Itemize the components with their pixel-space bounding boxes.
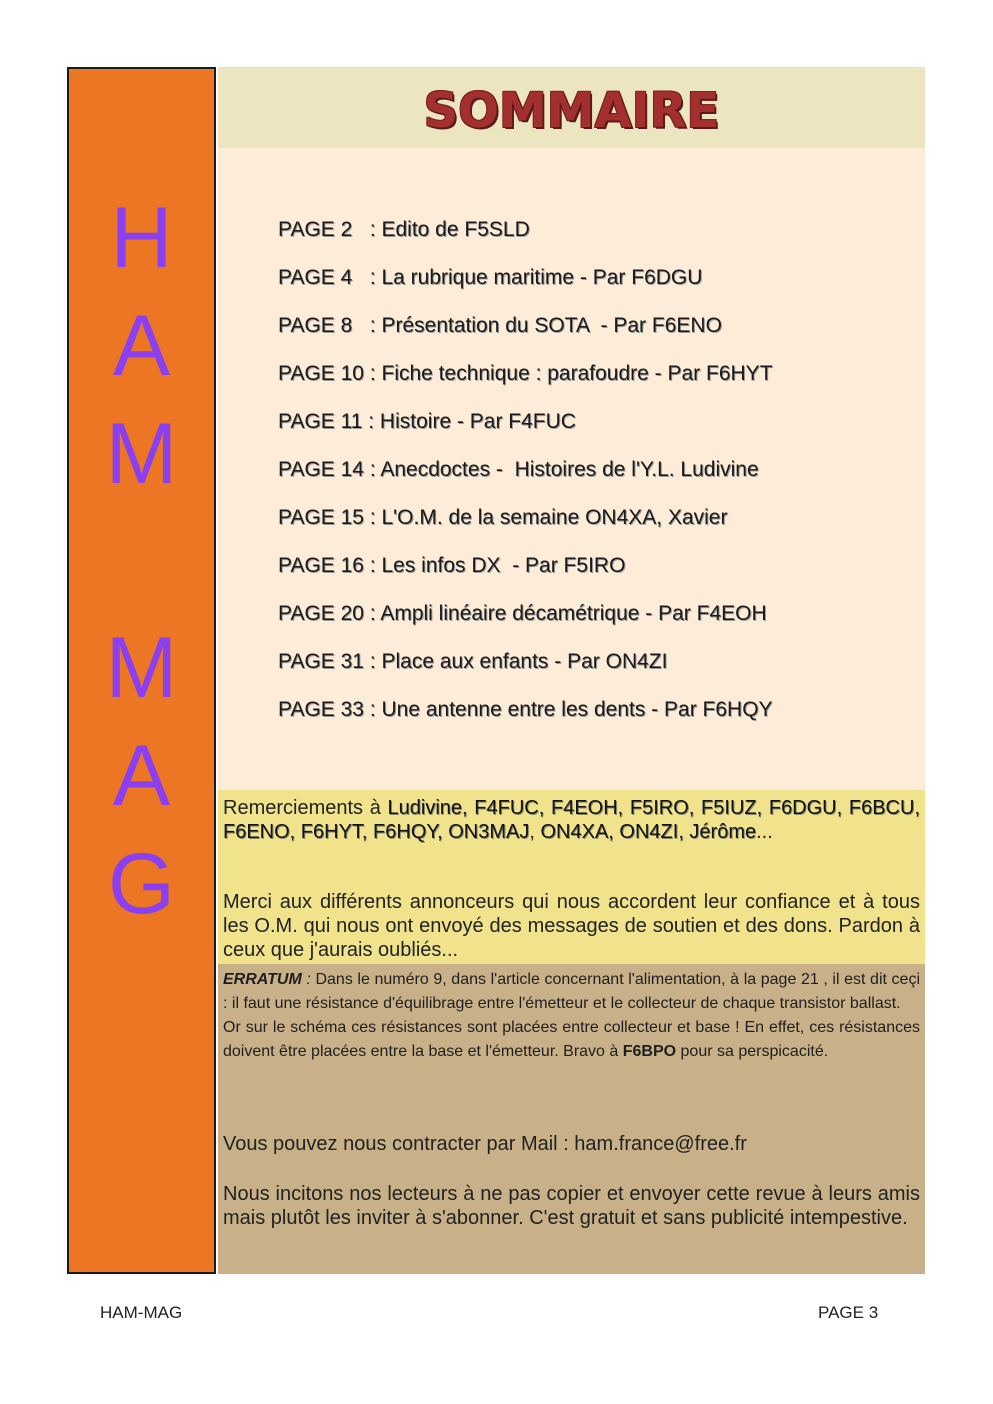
copy-notice: Nous incitons nos lecteurs à ne pas copier et envoyer cette revue à leurs amis mais plutôt les inviter à s'abonner. C'est gratuit et sans publicité intempestive. — [223, 1183, 920, 1229]
toc-entry[interactable]: PAGE 8 : Présentation du SOTA - Par F6ENO — [278, 314, 722, 337]
title-band — [218, 67, 925, 148]
toc-entry[interactable]: PAGE 20 : Ampli linéaire décamétrique - Par F4EOH — [278, 602, 767, 625]
erratum-label: ERRATUM — [223, 971, 302, 988]
toc-entry[interactable]: PAGE 11 : Histoire - Par F4FUC — [278, 410, 576, 433]
acknowledgements-paragraph — [223, 796, 920, 844]
toc-entry[interactable]: PAGE 14 : Anecdoctes - Histoires de l'Y.L. Ludivine — [278, 458, 759, 481]
thanks-ellipsis: ... — [756, 821, 773, 843]
toc-entry[interactable]: PAGE 31 : Place aux enfants - Par ON4ZI — [278, 650, 668, 673]
toc-entry[interactable]: PAGE 15 : L'O.M. de la semaine ON4XA, Xavier — [278, 506, 728, 529]
contact-line: Vous pouvez nous contracter par Mail : ham.france@free.fr — [223, 1133, 747, 1155]
thanks-intro: Remerciements à — [223, 797, 381, 819]
sidebar-letter: A — [112, 298, 171, 394]
sidebar-letter: M — [105, 620, 178, 716]
advertisers-thanks-paragraph: Merci aux différents annonceurs qui nous accordent leur confiance et à tous les O.M. qui nous ont envoyé des messages de soutien et des dons. Pardon à ceux que j'aurais oubliés... — [223, 891, 920, 961]
sidebar-letter: M — [105, 406, 178, 502]
footer-magazine-name: HAM-MAG — [100, 1303, 183, 1322]
thanks-names: Ludivine, F4FUC, F4EOH, F5IRO, F5IUZ, F6DGU, F6BCU, F6ENO, F6HYT, F6HQY, ON3MAJ — [223, 797, 920, 843]
acknowledgements-section — [218, 790, 925, 964]
toc-entry[interactable]: PAGE 33 : Une antenne entre les dents - Par F6HQY — [278, 698, 773, 721]
thanks-comma: , — [529, 821, 535, 843]
page-title: SOMMAIRE — [423, 83, 720, 139]
sidebar-letter: A — [112, 728, 171, 824]
table-of-contents — [218, 148, 925, 790]
erratum-text-2: Or sur le schéma ces résistances sont placées entre collecteur et base ! En effet, ces résistances doivent être placées entre la base et l'émetteur. Bravo à — [223, 1019, 920, 1060]
toc-entry[interactable]: PAGE 2 : Edito de F5SLD — [278, 218, 530, 241]
erratum-text-1: Dans le numéro 9, dans l'article concernant l'alimentation, à la page 21 , il est dit ceçi : il faut une résistance d'équilibrage entre l'émetteur et le collecteur de chaque transistor ballast. — [223, 971, 921, 1012]
footer-page-number: PAGE 3 — [818, 1303, 879, 1322]
erratum-text-3: pour sa perspicacité. — [676, 1043, 829, 1060]
vertical-magazine-name — [67, 67, 216, 1274]
sidebar-letter: H — [110, 190, 173, 286]
toc-entry[interactable]: PAGE 10 : Fiche technique : parafoudre - Par F6HYT — [278, 362, 773, 385]
erratum-callsign: F6BPO — [622, 1043, 677, 1060]
sidebar-letter: G — [108, 836, 175, 932]
erratum-colon: : — [301, 971, 311, 988]
erratum-paragraph — [223, 968, 920, 1064]
toc-entry[interactable]: PAGE 4 : La rubrique maritime - Par F6DGU — [278, 266, 703, 289]
erratum-section — [218, 964, 925, 1274]
thanks-names-2: ON4XA, ON4ZI, Jérôme — [540, 821, 757, 843]
toc-entry[interactable]: PAGE 16 : Les infos DX - Par F5IRO — [278, 554, 626, 577]
